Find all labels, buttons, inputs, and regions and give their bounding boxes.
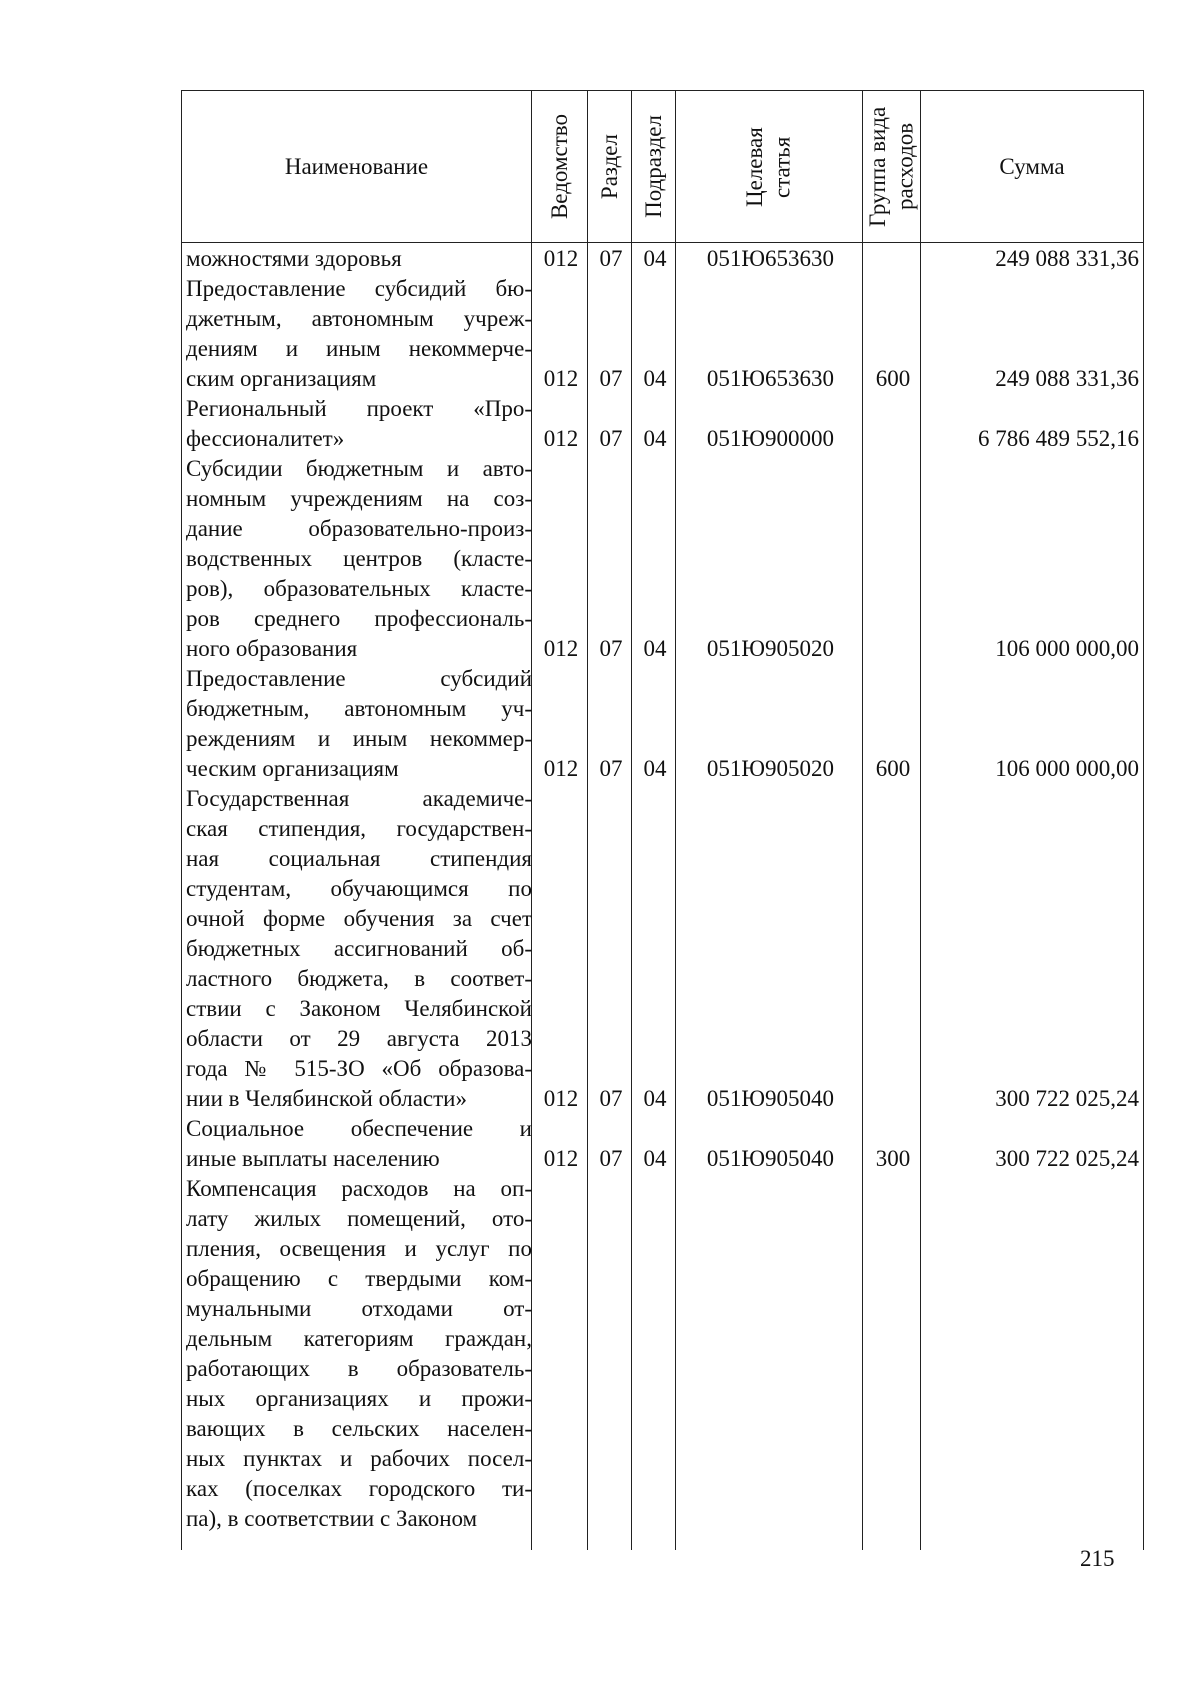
- col-divider: [587, 91, 588, 1550]
- row-podrazdel: 04: [643, 1146, 667, 1171]
- row-vedomstvo: 012: [543, 246, 579, 271]
- row-name-line: студентам, обучающимся по: [186, 876, 532, 901]
- row-name-line: Региональный проект «Про-: [186, 396, 532, 421]
- row-name: [186, 664, 532, 784]
- header-celevaya-label: Целевая статья: [742, 126, 795, 207]
- header-razdel-label: Раздел: [596, 133, 622, 200]
- budget-table: [181, 90, 1144, 1550]
- row-name: [186, 454, 532, 664]
- row-gruppa: 600: [875, 366, 911, 391]
- header-summa: [921, 91, 1143, 242]
- row-name-line: джетным, автономным учреж-: [186, 306, 532, 331]
- row-name-line: можностями здоровья: [186, 246, 402, 271]
- row-name-line: ров среднего профессиональ-: [186, 606, 532, 631]
- row-name-line: Компенсация расходов на оп-: [186, 1176, 532, 1201]
- row-name-line: ного образования: [186, 636, 358, 661]
- row-celevaya: 051Ю905040: [706, 1086, 835, 1111]
- row-celevaya: 051Ю905020: [706, 636, 835, 661]
- row-name-line: номным учреждениям на соз-: [186, 486, 532, 511]
- row-name-line: Предоставление субсидий бю-: [186, 276, 532, 301]
- header-razdel: [588, 91, 631, 242]
- row-vedomstvo: 012: [543, 1146, 579, 1171]
- row-summa: 300 722 025,24: [995, 1086, 1139, 1111]
- row-vedomstvo: 012: [543, 756, 579, 781]
- col-divider: [920, 91, 921, 1550]
- row-celevaya: 051Ю653630: [706, 246, 835, 271]
- row-name-line: ским организациям: [186, 366, 377, 391]
- row-name: [186, 274, 532, 394]
- row-name-line: па), в соответствии с Законом: [186, 1506, 478, 1531]
- row-vedomstvo: 012: [543, 1086, 579, 1111]
- row-name-line: мунальными отходами от-: [186, 1296, 532, 1321]
- col-divider: [675, 91, 676, 1550]
- row-name-line: вающих в сельских населен-: [186, 1416, 532, 1441]
- row-name-line: бюджетным, автономным уч-: [186, 696, 532, 721]
- header-divider: [182, 242, 1143, 243]
- row-name-line: ческим организациям: [186, 756, 399, 781]
- row-name-line: области от 29 августа 2013: [186, 1026, 532, 1051]
- row-celevaya: 051Ю900000: [706, 426, 835, 451]
- row-gruppa: 300: [875, 1146, 911, 1171]
- row-name-line: года № 515-ЗО «Об образова-: [186, 1056, 532, 1081]
- header-vedomstvo: [532, 91, 587, 242]
- row-name-line: Субсидии бюджетным и авто-: [186, 456, 532, 481]
- row-vedomstvo: 012: [543, 366, 579, 391]
- row-name-line: реждениям и иным некоммер-: [186, 726, 532, 751]
- row-name-line: дание образовательно-произ-: [186, 516, 532, 541]
- header-name-label: Наименование: [284, 153, 429, 179]
- row-name: [186, 784, 532, 1114]
- row-podrazdel: 04: [643, 756, 667, 781]
- row-name-line: иные выплаты населению: [186, 1146, 440, 1171]
- row-razdel: 07: [599, 246, 623, 271]
- row-name-line: водственных центров (класте-: [186, 546, 532, 571]
- row-name-line: Социальное обеспечение и: [186, 1116, 532, 1141]
- row-celevaya: 051Ю905020: [706, 756, 835, 781]
- row-name-line: ных пунктах и рабочих посел-: [186, 1446, 532, 1471]
- row-summa: 249 088 331,36: [995, 366, 1139, 391]
- header-name: [182, 91, 531, 242]
- row-gruppa: 600: [875, 756, 911, 781]
- row-celevaya: 051Ю905040: [706, 1146, 835, 1171]
- row-name-line: Государственная академиче-: [186, 786, 532, 811]
- row-razdel: 07: [599, 636, 623, 661]
- row-name-line: ластного бюджета, в соответ-: [186, 966, 532, 991]
- row-summa: 300 722 025,24: [995, 1146, 1139, 1171]
- row-name-line: ная социальная стипендия: [186, 846, 532, 871]
- row-celevaya: 051Ю653630: [706, 366, 835, 391]
- row-name-line: ров), образовательных класте-: [186, 576, 532, 601]
- row-name-line: дениям и иным некоммерче-: [186, 336, 532, 361]
- row-name-line: дельным категориям граждан,: [186, 1326, 532, 1351]
- header-vedomstvo-label: Ведомство: [546, 113, 572, 220]
- row-razdel: 07: [599, 426, 623, 451]
- row-razdel: 07: [599, 1086, 623, 1111]
- header-gruppa-label: Группа вида расходов: [864, 106, 918, 227]
- row-podrazdel: 04: [643, 636, 667, 661]
- row-name-line: ках (поселках городского ти-: [186, 1476, 532, 1501]
- row-summa: 249 088 331,36: [995, 246, 1139, 271]
- row-name-line: пления, освещения и услуг по: [186, 1236, 532, 1261]
- col-divider: [862, 91, 863, 1550]
- header-summa-label: Сумма: [999, 153, 1065, 179]
- row-podrazdel: 04: [643, 426, 667, 451]
- header-podrazdel: [632, 91, 675, 242]
- row-podrazdel: 04: [643, 246, 667, 271]
- row-name: [186, 244, 532, 274]
- row-name-line: лату жилых помещений, ото-: [186, 1206, 532, 1231]
- header-podrazdel-label: Подраздел: [640, 115, 666, 218]
- header-celevaya: [676, 91, 862, 242]
- row-name-line: ствии с Законом Челябинской: [186, 996, 532, 1021]
- row-name-line: ных организациях и прожи-: [186, 1386, 532, 1411]
- row-podrazdel: 04: [643, 366, 667, 391]
- row-name: [186, 1174, 532, 1534]
- col-divider: [631, 91, 632, 1550]
- page-number: 215: [1080, 1546, 1115, 1571]
- row-summa: 106 000 000,00: [995, 756, 1139, 781]
- row-name-line: бюджетных ассигнований об-: [186, 936, 532, 961]
- row-name: [186, 394, 532, 454]
- row-name-line: обращению с твердыми ком-: [186, 1266, 532, 1291]
- row-name-line: Предоставление субсидий: [186, 666, 532, 691]
- row-name-line: фессионалитет»: [186, 426, 345, 451]
- row-podrazdel: 04: [643, 1086, 667, 1111]
- row-razdel: 07: [599, 366, 623, 391]
- row-name-line: очной форме обучения за счет: [186, 906, 532, 931]
- row-summa: 106 000 000,00: [995, 636, 1139, 661]
- row-razdel: 07: [599, 756, 623, 781]
- row-name-line: нии в Челябинской области»: [186, 1086, 467, 1111]
- row-summa: 6 786 489 552,16: [978, 426, 1139, 451]
- row-name: [186, 1114, 532, 1174]
- header-gruppa: [863, 91, 920, 242]
- row-vedomstvo: 012: [543, 426, 579, 451]
- row-vedomstvo: 012: [543, 636, 579, 661]
- row-name-line: работающих в образователь-: [186, 1356, 532, 1381]
- row-name-line: ская стипендия, государствен-: [186, 816, 532, 841]
- row-razdel: 07: [599, 1146, 623, 1171]
